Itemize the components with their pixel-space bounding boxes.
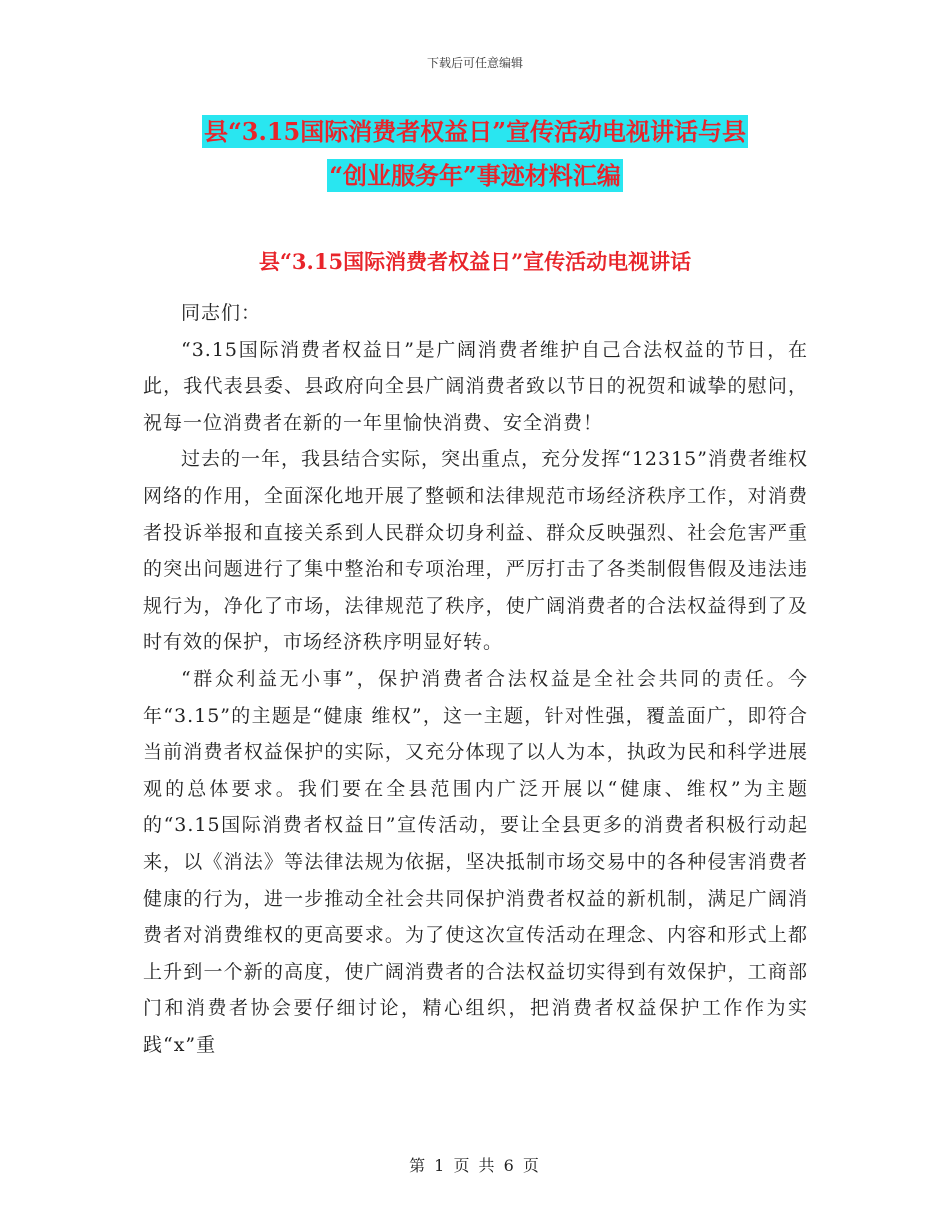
document-title [100,110,850,198]
salutation: 同志们： [181,302,262,324]
section-title: 县“3.15国际消费者权益日”宣传活动电视讲话 [258,249,692,274]
page-header-note: 下载后可任意编辑 [426,56,523,70]
paragraph: “群众利益无小事”，保护消费者合法权益是全社会共同的责任。今年“3.15”的主题是“健康 维权”，这一主题，针对性强，覆盖面广，即符合当前消费者权益保护的实际，又充分体现了以人为本，执政为民和科学进展观的总体要求。我们要在全县范围内广泛开展以“健康、维权”为主题的“3.15国际消费者权益日”宣传活动，要让全县更多的消费者积极行动起来，以《消法》等法律法规为依据，坚决抵制市场交易中的各种侵害消费者健康的行为，进一步推动全社会共同保护消费者权益的新机制，满足广阔消费者对消费维权的更高要求。为了使这次宣传活动在理念、内容和形式上都上升到一个新的高度，使广阔消费者的合法权益切实得到有效保护，工商部门和消费者协会要仔细讨论，精心组织，把消费者权益保护工作作为实践“x”重 [143,667,808,1056]
paragraph: 过去的一年，我县结合实际，突出重点，充分发挥“12315”消费者维权网络的作用，全面深化地开展了整顿和法律规范市场经济秩序工作，对消费者投诉举报和直接关系到人民群众切身利益、群众反映强烈、社会危害严重的突出问题进行了集中整治和专项治理，严厉打击了各类制假售假及违法违规行为，净化了市场，法律规范了秩序，使广阔消费者的合法权益得到了及时有效的保护，市场经济秩序明显好转。 [143,448,808,654]
paragraph: “3.15国际消费者权益日”是广阔消费者维护自己合法权益的节日，在此，我代表县委、县政府向全县广阔消费者致以节日的祝贺和诚挚的慰问，祝每一位消费者在新的一年里愉快消费、安全消费！ [143,338,808,434]
document-title-line-1: 县“3.15国际消费者权益日”宣传活动电视讲话与县 [203,117,747,146]
document-body [143,295,808,1063]
page-footer: 第 1 页 共 6 页 [409,1156,541,1175]
document-title-line-2: “创业服务年”事迹材料汇编 [329,161,621,190]
